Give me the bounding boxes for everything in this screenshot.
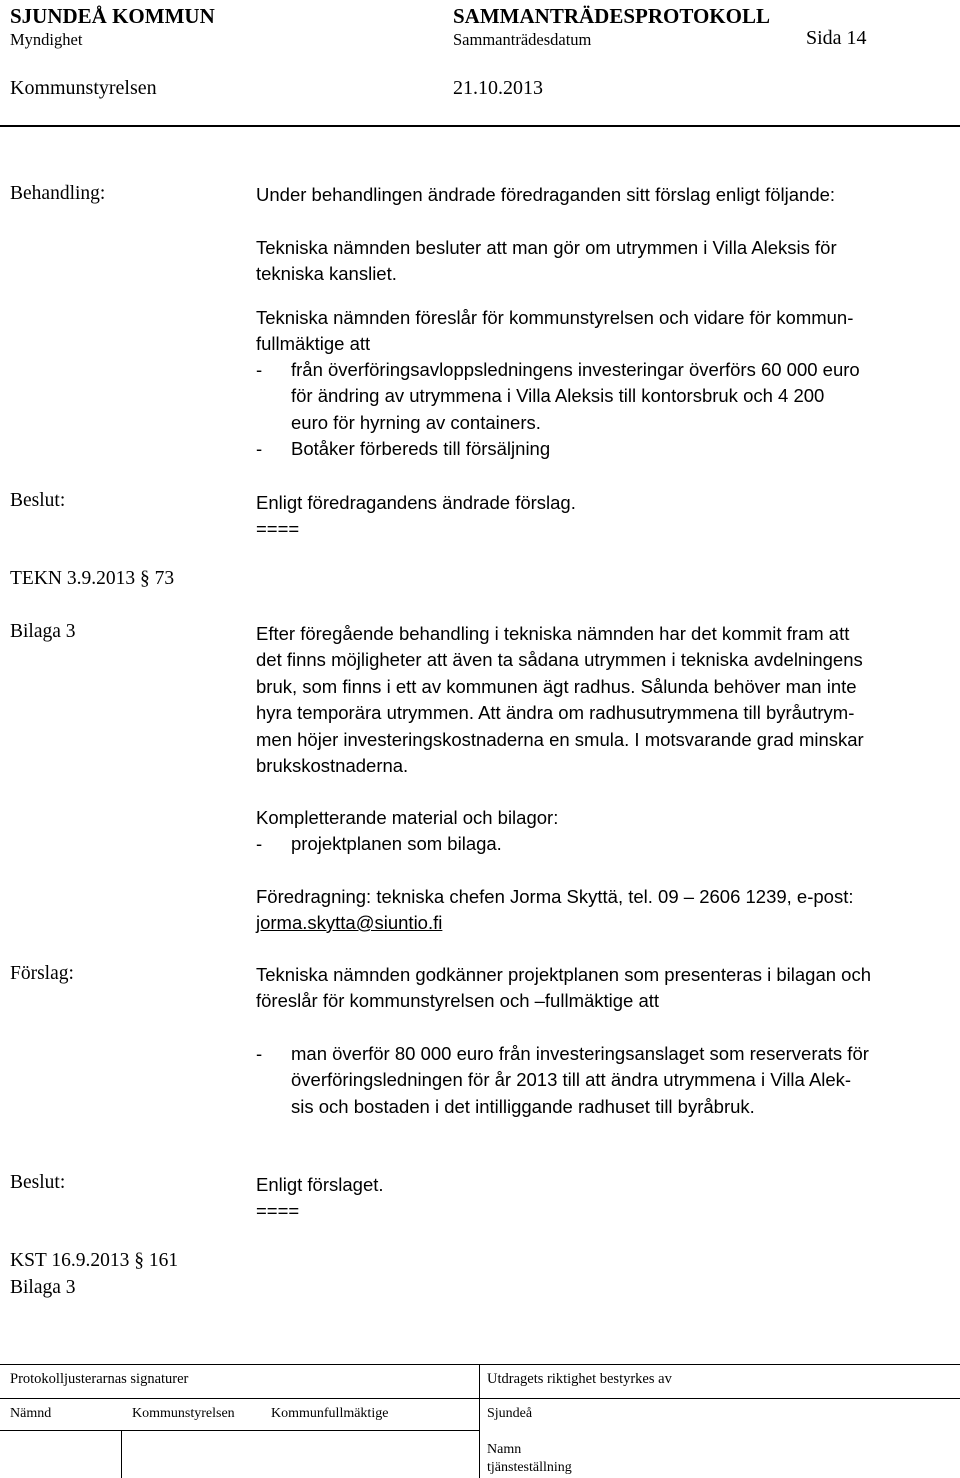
org-name: SJUNDEÅ KOMMUN xyxy=(10,4,215,28)
separator: ==== xyxy=(256,1200,300,1221)
beslut-text: Enligt föredragandens ändrade förslag. xyxy=(256,492,576,513)
footer-row-rule xyxy=(0,1398,960,1399)
name-label: Namn xyxy=(487,1442,522,1457)
position-label: tjänsteställning xyxy=(487,1460,572,1475)
bullet-dash: - xyxy=(256,359,263,380)
place: Sjundeå xyxy=(487,1406,533,1421)
footer-middle-divider xyxy=(479,1364,480,1478)
header-divider xyxy=(0,125,960,127)
paragraph-line: Tekniska nämnden godkänner projektplanen som presenteras i bilagan och xyxy=(256,964,871,985)
beslut-label: Beslut: xyxy=(10,1172,66,1193)
paragraph-line: bruk, som finns i ett av kommunen ägt radhus. Sålunda behöver man inte xyxy=(256,676,857,697)
signature-box-divider xyxy=(121,1430,122,1478)
bilaga-label: Bilaga 3 xyxy=(10,1277,76,1298)
separator: ==== xyxy=(256,518,300,539)
bullet-line: från överföringsavloppsledningens investeringar överförs 60 000 euro xyxy=(291,359,860,380)
attachment-item: projektplanen som bilaga. xyxy=(291,833,502,854)
authority-label: Myndighet xyxy=(10,30,83,49)
paragraph-line: brukskostnaderna. xyxy=(256,755,409,776)
reference: TEKN 3.9.2013 § 73 xyxy=(10,568,175,589)
footer-sign-rule xyxy=(0,1430,479,1431)
namnd-kommunstyrelsen: Kommunstyrelsen xyxy=(132,1406,235,1421)
email-link[interactable]: jorma.skytta@siuntio.fi xyxy=(256,912,443,933)
namnd-label: Nämnd xyxy=(10,1406,52,1421)
authority-name: Kommunstyrelsen xyxy=(10,77,157,99)
behandling-intro: Under behandlingen ändrade föredraganden sitt förslag enligt följande: xyxy=(256,184,836,205)
paragraph-line: tekniska kansliet. xyxy=(256,263,397,284)
bullet-dash: - xyxy=(256,1043,263,1064)
paragraph-line: Tekniska nämnden föreslår för kommunstyrelsen och vidare för kommun- xyxy=(256,307,854,328)
bullet-line: överföringsledningen för år 2013 till att ändra utrymmena i Villa Alek- xyxy=(291,1069,852,1090)
meeting-date-label: Sammanträdesdatum xyxy=(453,30,592,49)
footer-top-rule xyxy=(0,1364,960,1365)
email-wrapper xyxy=(256,910,442,937)
paragraph-line: men höjer investeringskostnaderna en smula. I motsvarande grad minskar xyxy=(256,729,864,750)
paragraph-line: föreslår för kommunstyrelsen och –fullmäktige att xyxy=(256,990,660,1011)
bullet-line: för ändring av utrymmena i Villa Aleksis till kontorsbruk och 4 200 xyxy=(291,385,825,406)
bullet-line: sis och bostaden i det intilliggande radhuset till byråbruk. xyxy=(291,1096,755,1117)
namnd-kommunfullmaktige: Kommunfullmäktige xyxy=(271,1406,389,1421)
forslag-label: Förslag: xyxy=(10,963,74,984)
bullet-dash: - xyxy=(256,438,263,459)
presenter-line: Föredragning: tekniska chefen Jorma Skyttä, tel. 09 – 2606 1239, e-post: xyxy=(256,886,854,907)
paragraph-line: Efter föregående behandling i tekniska nämnden har det kommit fram att xyxy=(256,623,850,644)
paragraph-line: det finns möjligheter att även ta sådana utrymmen i tekniska avdelningens xyxy=(256,649,863,670)
paragraph-line: Tekniska nämnden besluter att man gör om utrymmen i Villa Aleksis för xyxy=(256,237,837,258)
meeting-date: 21.10.2013 xyxy=(453,77,543,99)
signatures-label: Protokolljusterarnas signaturer xyxy=(10,1371,189,1387)
page-number: Sida 14 xyxy=(806,27,867,49)
beslut-label: Beslut: xyxy=(10,490,66,511)
paragraph-line: hyra temporära utrymmen. Att ändra om radhusutrymmena till byråutrym- xyxy=(256,702,855,723)
document-type: SAMMANTRÄDESPROTOKOLL xyxy=(453,4,770,28)
bullet-line: euro för hyrning av containers. xyxy=(291,412,541,433)
behandling-label: Behandling: xyxy=(10,183,106,204)
bullet-line: man överför 80 000 euro från investeringsanslaget som reserverats för xyxy=(291,1043,869,1064)
verification-label: Utdragets riktighet bestyrkes av xyxy=(487,1371,672,1387)
attachments-heading: Kompletterande material och bilagor: xyxy=(256,807,559,828)
bullet-dash: - xyxy=(256,833,263,854)
bullet-line: Botåker förbereds till försäljning xyxy=(291,438,551,459)
paragraph-line: fullmäktige att xyxy=(256,333,371,354)
reference: KST 16.9.2013 § 161 xyxy=(10,1250,179,1271)
bilaga-label: Bilaga 3 xyxy=(10,621,76,642)
beslut-text: Enligt förslaget. xyxy=(256,1174,384,1195)
